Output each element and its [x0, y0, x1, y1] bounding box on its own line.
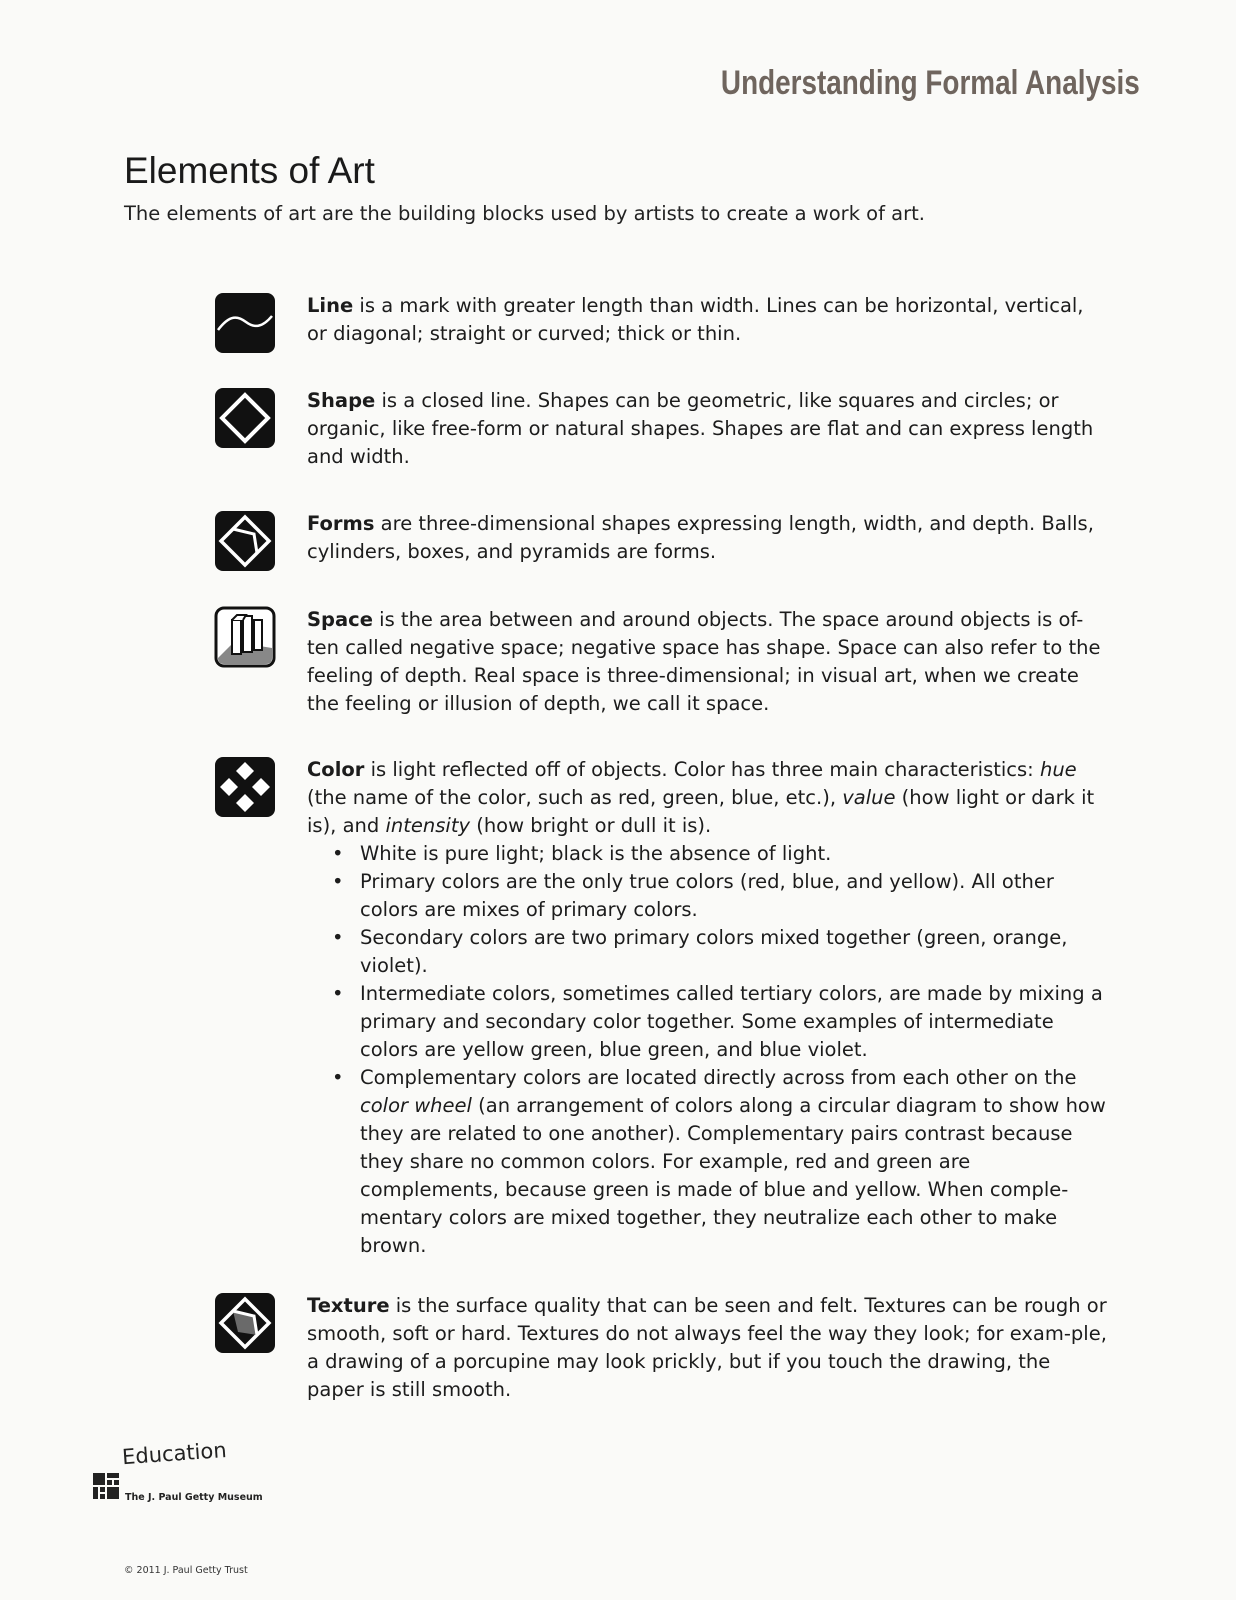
- shape-text: is a closed line. Shapes can be geometric, like squares and circles; or organic, like free-form or natural shapes. Shapes are flat and can express length and width.: [307, 389, 1094, 468]
- line-description: [307, 292, 1107, 348]
- color-text-a: is light reflected off of objects. Color has three main characteristics:: [364, 758, 1040, 781]
- page-subtitle: The elements of art are the building blocks used by artists to create a work of art.: [124, 202, 925, 225]
- term-space: Space: [307, 608, 373, 631]
- color-text-b: (the name of the color, such as red, green, blue, etc.),: [307, 786, 843, 809]
- term-color: Color: [307, 758, 365, 781]
- term-line: Line: [307, 294, 354, 317]
- copyright-notice: © 2011 J. Paul Getty Trust: [124, 1565, 248, 1576]
- color-text-d: (how bright or dull it is).: [470, 814, 712, 837]
- document-header-title: Understanding Formal Analysis: [721, 64, 1140, 102]
- line-icon: [214, 292, 276, 354]
- term-forms: Forms: [307, 512, 375, 535]
- term-color-wheel: color wheel: [360, 1094, 472, 1117]
- forms-text: are three-dimensional shapes expressing length, width, and depth. Balls, cylinders, boxes, and pyramids are forms.: [307, 512, 1094, 563]
- getty-logo-icon: [92, 1472, 120, 1502]
- term-texture: Texture: [307, 1294, 390, 1317]
- line-text: is a mark with greater length than width. Lines can be horizontal, vertical, or diagonal; straight or curved; thick or thin.: [307, 294, 1084, 345]
- space-description: [307, 606, 1107, 718]
- shape-description: [307, 387, 1107, 471]
- shape-icon: [214, 387, 276, 449]
- term-shape: Shape: [307, 389, 376, 412]
- color-icon: [214, 756, 276, 818]
- color-description: [307, 756, 1107, 1260]
- color-text-c: (how light or dark it is), and: [307, 786, 1095, 837]
- list-item: • Secondary colors are two primary colors mixed together (green, orange, violet).: [332, 924, 1107, 980]
- texture-description: [307, 1292, 1107, 1404]
- complementary-text-a: Complementary colors are located directly across from each other on the: [360, 1066, 1077, 1089]
- space-icon: [214, 606, 276, 668]
- term-intensity: intensity: [385, 814, 471, 837]
- complementary-text-b: (an arrangement of colors along a circular diagram to show how they are related to one another). Complementary pairs contrast because they share no common colors. For example, red and green are complements, because green is made of blue and yellow. When comple-mentary colors are mixed together, they neutralize each other to make brown.: [360, 1094, 1106, 1257]
- texture-icon: [214, 1292, 276, 1354]
- color-bullet-list: [332, 840, 1107, 1260]
- forms-icon: [214, 510, 276, 572]
- education-wordmark: Education: [121, 1437, 228, 1470]
- term-value: value: [842, 786, 896, 809]
- space-text: is the area between and around objects. The space around objects is of-ten called negative space; negative space has shape. Space can also refer to the feeling of depth. Real space is three-dimensional; in visual art, when we create the feeling or illusion of depth, we call it space.: [307, 608, 1101, 715]
- page-title: Elements of Art: [124, 150, 375, 191]
- list-item: • Primary colors are the only true colors (red, blue, and yellow). All other colors are mixes of primary colors.: [332, 868, 1107, 924]
- list-item-complementary: [332, 1064, 1107, 1260]
- list-item: • White is pure light; black is the absence of light.: [332, 840, 1107, 868]
- forms-description: [307, 510, 1107, 566]
- color-intro: [307, 756, 1107, 840]
- list-item: • Intermediate colors, sometimes called tertiary colors, are made by mixing a primary and secondary color together. Some examples of intermediate colors are yellow green, blue green, and blue violet.: [332, 980, 1107, 1064]
- texture-text: is the surface quality that can be seen and felt. Textures can be rough or smooth, soft or hard. Textures do not always feel the way they look; for exam-ple, a drawing of a porcupine may look prickly, but if you touch the drawing, the paper is still smooth.: [307, 1294, 1107, 1401]
- museum-name: The J. Paul Getty Museum: [125, 1492, 263, 1503]
- term-hue: hue: [1039, 758, 1077, 781]
